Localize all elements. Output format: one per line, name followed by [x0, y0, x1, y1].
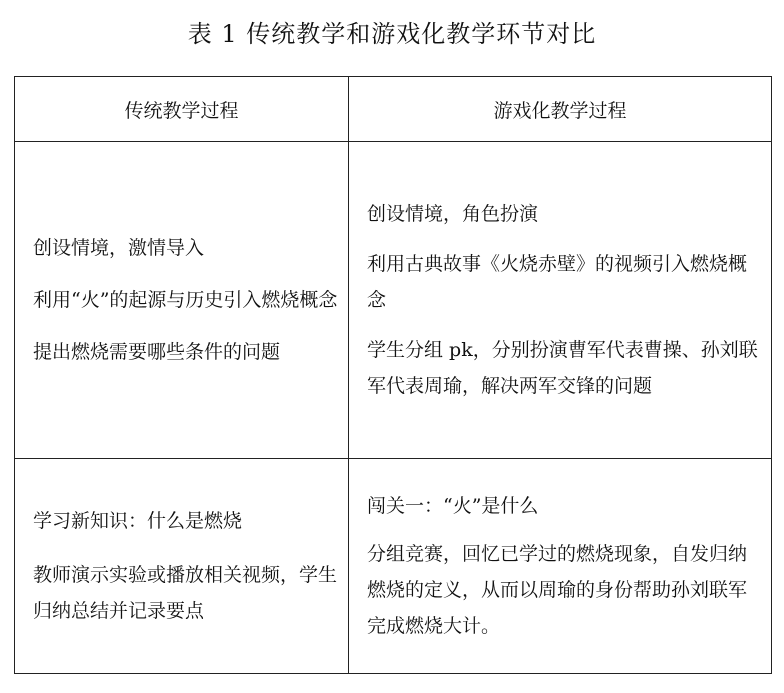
cell-paragraph: 学生分组 pk，分别扮演曹军代表曹操、孙刘联军代表周瑜，解决两军交锋的问题: [367, 339, 758, 397]
cell-paragraph: 创设情境，角色扮演: [367, 203, 539, 225]
cell-paragraph: 利用古典故事《火烧赤壁》的视频引入燃烧概念: [367, 253, 748, 311]
cell-paragraph: 闯关一：“火”是什么: [367, 495, 539, 517]
cell-paragraph: 学习新知识：什么是燃烧: [33, 510, 243, 532]
cell-paragraph: 分组竞赛，回忆已学过的燃烧现象，自发归纳燃烧的定义，从而以周瑜的身份帮助孙刘联军完成燃烧大计。: [367, 543, 748, 637]
gamified-cell: [349, 142, 772, 459]
gamified-cell: [349, 459, 772, 674]
header-traditional: 传统教学过程: [15, 77, 349, 142]
comparison-table: [14, 76, 772, 674]
header-gamified: 游戏化教学过程: [349, 77, 772, 142]
table-row: [15, 142, 772, 459]
table-row: [15, 459, 772, 674]
traditional-cell: [15, 142, 349, 459]
traditional-cell: [15, 459, 349, 674]
cell-paragraph: 利用“火”的起源与历史引入燃烧概念: [33, 289, 338, 311]
header-row: [15, 77, 772, 142]
cell-paragraph: 教师演示实验或播放相关视频，学生归纳总结并记录要点: [33, 564, 338, 622]
table-caption: 表 1 传统教学和游戏化教学环节对比: [187, 20, 597, 48]
cell-paragraph: 提出燃烧需要哪些条件的问题: [33, 341, 281, 363]
cell-paragraph: 创设情境，激情导入: [33, 237, 205, 259]
